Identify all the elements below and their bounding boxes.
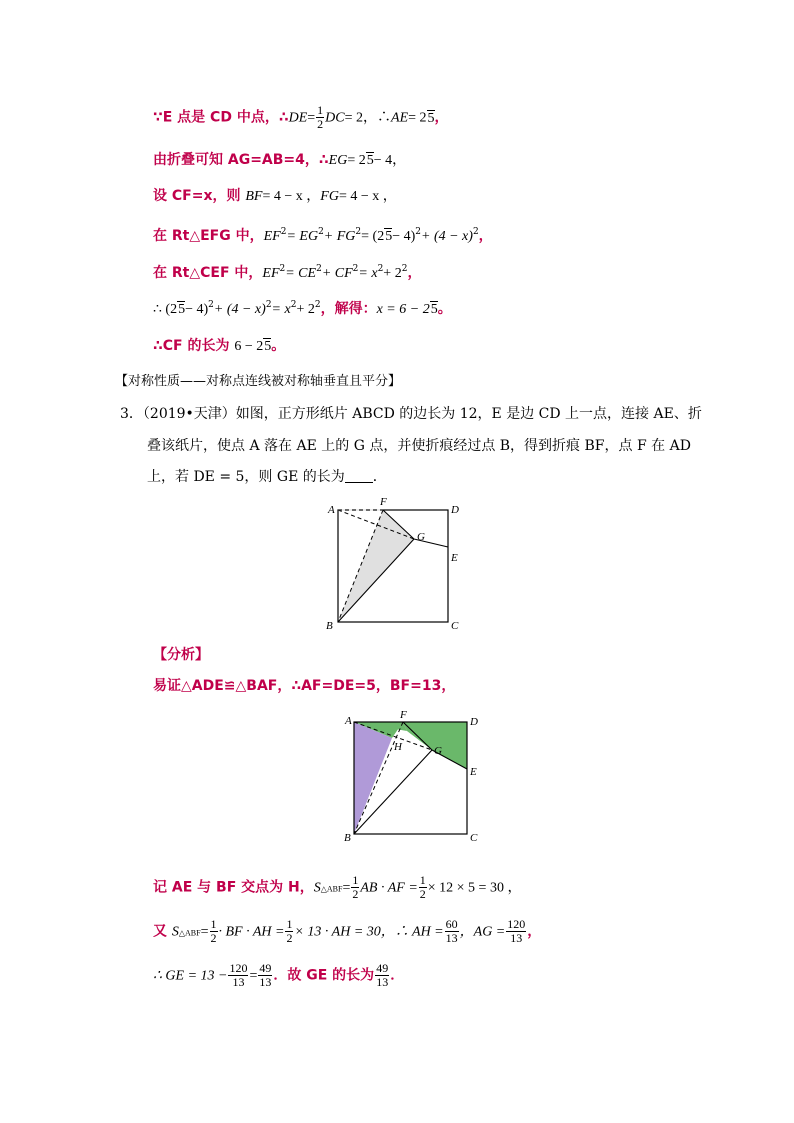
shaded-triangle <box>338 510 414 622</box>
label-c: C <box>451 620 459 632</box>
analysis-heading: 【分析】 <box>153 647 209 663</box>
fraction: $\frac{1}{2}$ <box>317 103 324 131</box>
solution-line-7: ∴CF 的长为 6 − 25。 <box>153 338 286 354</box>
section-title: 【对称性质——对称点连线被对称轴垂直且平分】 <box>115 374 402 389</box>
label-e: E <box>470 766 477 778</box>
problem-line-2: 叠该纸片，使点 A 落在 AE 上的 G 点，并使折痕经过点 B，得到折痕 BF，点 F 在 AD <box>147 438 691 454</box>
label-g: G <box>434 745 442 757</box>
analysis-line-1: 易证△ADE≌△BAF，∴AF=DE=5，BF=13， <box>153 678 456 694</box>
label-c: C <box>470 832 478 844</box>
label-d: D <box>470 716 478 728</box>
figure-1 <box>320 495 470 635</box>
label-b: B <box>326 620 333 632</box>
label-h: H <box>394 741 402 753</box>
problem-line-3: 上，若 DE = 5，则 GE 的长为 ． <box>147 469 387 485</box>
solution-line-3: 设 CF=x，则 BF= 4 − x ，FG= 4 − x ， <box>153 188 397 204</box>
label-e: E <box>451 552 458 564</box>
solution-line-4: 在 Rt△EFG 中，$EF^2= EG^2+ FG^2= (25- 4)^2+ (4 - x)^2$， <box>153 227 493 244</box>
solution-line-5: 在 Rt△CEF 中，$EF^2= CE^2+ CF^2= x^2+ 2^2$， <box>153 264 422 281</box>
label-a: A <box>328 504 335 516</box>
label-f: F <box>380 496 387 508</box>
sqrt: 5 <box>427 110 435 126</box>
solution-line-1: ∵E 点是 CD 中点，∴DE= $\frac{1}{2}$ DC= 2，∴AE= 25， <box>153 103 449 131</box>
final-line-3: ∴ GE = 13 − $\frac{120}{13}$ = $\frac{49}{13}$ ．故 GE 的长为 $\frac{49}{13}$ ． <box>153 961 405 989</box>
answer-blank <box>345 468 373 483</box>
final-line-1: 记 AE 与 BF 交点为 H，S△ABF= $\frac{1}{2}$ AB · AF = $\frac{1}{2}$ × 12 × 5 = 30 ， <box>153 873 522 901</box>
label-a: A <box>345 715 352 727</box>
final-line-2: 又 S△ABF= $\frac{1}{2}$ · BF · AH = $\frac{1}{2}$ × 13 · AH = 30，∴ AH = $\frac{60}{13}$ ，AG = $\frac{120}{13}$ ， <box>153 917 542 945</box>
problem-line-1: 3．（2019•天津）如图，正方形纸片 ABCD 的边长为 12，E 是边 CD 上一点，连接 AE、折 <box>120 406 702 422</box>
purple-triangle-abh <box>354 722 392 834</box>
label-f: F <box>400 709 407 721</box>
figure-2 <box>340 708 490 848</box>
label-d: D <box>451 504 459 516</box>
label-g: G <box>417 531 425 543</box>
label-b: B <box>344 832 351 844</box>
solution-line-6: ∴ $(25- 4)^2+ (4 - x)^2= x^2+ 2^2$，解得：x = 6 − 25。 <box>153 300 452 317</box>
solution-line-2: 由折叠可知 AG=AB=4，∴EG= 25− 4， <box>153 152 407 168</box>
